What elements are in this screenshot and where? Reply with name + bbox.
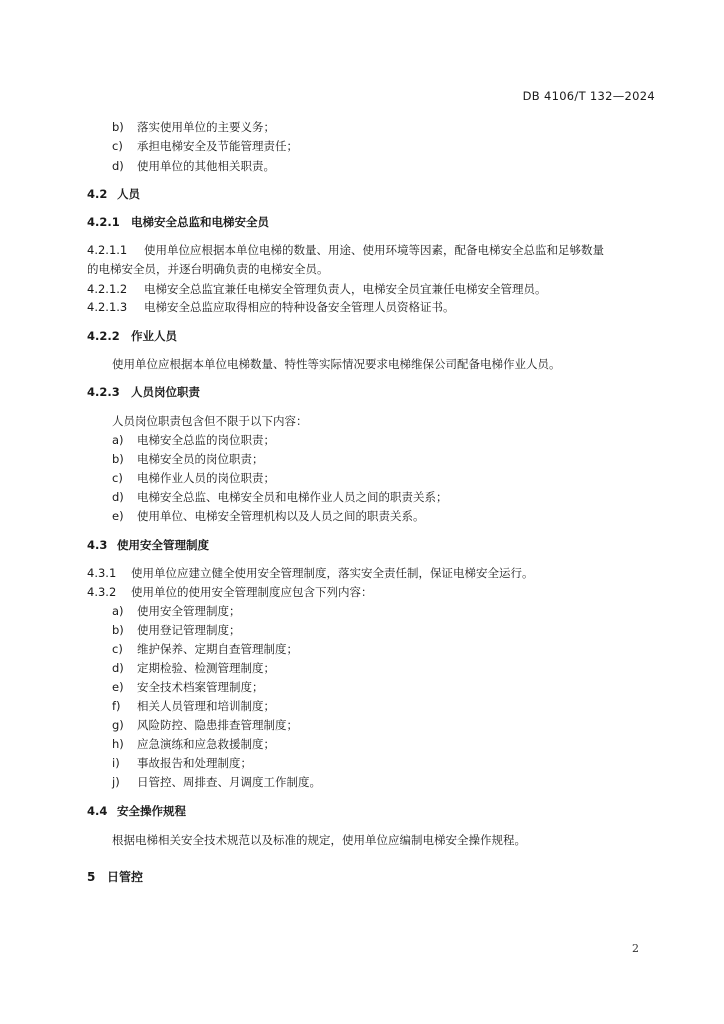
- list-marker: e): [112, 680, 124, 694]
- clause-text: 使用单位的使用安全管理制度应包含下列内容：: [131, 585, 373, 599]
- list-item: [112, 660, 275, 676]
- section-title: 电梯安全总监和电梯安全员: [131, 215, 269, 229]
- list-item: [112, 736, 275, 752]
- chapter-title: 日管控: [107, 870, 144, 884]
- clause-paragraph: [87, 565, 534, 581]
- section-heading: [87, 537, 209, 553]
- list-marker: i): [112, 756, 120, 770]
- list-marker: g): [112, 718, 124, 732]
- list-marker: f): [112, 699, 121, 713]
- list-item: [112, 470, 275, 486]
- list-item: [112, 432, 275, 448]
- clause-number: 4.2.1.2: [87, 282, 128, 296]
- section-heading: [87, 803, 186, 819]
- document-code: DB 4106/T 132—2024: [522, 89, 655, 103]
- section-number: 4.3: [87, 538, 108, 552]
- section-heading: [87, 328, 177, 344]
- body-paragraph: 人员岗位职责包含但不限于以下内容：: [112, 414, 308, 428]
- clause-text: 电梯安全总监应取得相应的特种设备安全管理人员资格证书。: [144, 300, 455, 314]
- list-item: [112, 158, 275, 174]
- list-item: [112, 641, 298, 657]
- clause-paragraph: [87, 242, 604, 258]
- clause-number: 4.3.1: [87, 566, 117, 580]
- section-number: 4.2.3: [87, 385, 120, 399]
- list-marker: d): [112, 490, 124, 504]
- list-item-text: 电梯安全总监的岗位职责；: [137, 433, 275, 447]
- list-item: [112, 755, 252, 771]
- clause-number: 4.2.1.1: [87, 243, 128, 257]
- list-item-text: 日管控、周排查、月调度工作制度。: [137, 775, 321, 789]
- clause-paragraph: [87, 299, 455, 315]
- body-paragraph: 使用单位应根据本单位电梯数量、特性等实际情况要求电梯维保公司配备电梯作业人员。: [112, 357, 561, 371]
- clause-text: 使用单位应建立健全使用安全管理制度，落实安全责任制，保证电梯安全运行。: [131, 566, 534, 580]
- list-marker: b): [112, 452, 124, 466]
- list-marker: j): [112, 775, 120, 789]
- list-marker: b): [112, 623, 124, 637]
- list-item-text: 电梯作业人员的岗位职责；: [137, 471, 275, 485]
- list-item: [112, 717, 298, 733]
- list-item-text: 应急演练和应急救援制度；: [137, 737, 275, 751]
- list-item-text: 相关人员管理和培训制度；: [137, 699, 275, 713]
- section-title: 使用安全管理制度: [117, 538, 209, 552]
- section-heading: [87, 214, 269, 230]
- section-title: 作业人员: [131, 329, 177, 343]
- list-item: [112, 774, 321, 790]
- chapter-heading: [87, 869, 143, 885]
- list-marker: c): [112, 139, 123, 153]
- list-item: [112, 679, 264, 695]
- list-item: [112, 622, 241, 638]
- list-item-text: 使用登记管理制度；: [137, 623, 241, 637]
- list-item-text: 安全技术档案管理制度；: [137, 680, 264, 694]
- list-item: [112, 138, 298, 154]
- list-item-text: 落实使用单位的主要义务；: [137, 120, 275, 134]
- list-marker: d): [112, 661, 124, 675]
- clause-paragraph: [87, 281, 547, 297]
- list-marker: c): [112, 471, 123, 485]
- list-marker: a): [112, 433, 124, 447]
- list-item-text: 使用单位的其他相关职责。: [137, 159, 275, 173]
- page-number: 2: [632, 942, 639, 955]
- list-marker: a): [112, 604, 124, 618]
- list-marker: c): [112, 642, 123, 656]
- list-item-text: 使用安全管理制度；: [137, 604, 241, 618]
- clause-number: 4.2.1.3: [87, 300, 128, 314]
- clause-continuation: 的电梯安全员，并逐台明确负责的电梯安全员。: [87, 262, 329, 276]
- list-item: [112, 603, 241, 619]
- list-item: [112, 119, 275, 135]
- section-heading: [87, 384, 200, 400]
- list-item-text: 电梯安全员的岗位职责；: [137, 452, 264, 466]
- section-heading: [87, 186, 140, 202]
- section-number: 4.4: [87, 804, 108, 818]
- section-number: 4.2: [87, 187, 108, 201]
- chapter-number: 5: [87, 870, 96, 884]
- clause-paragraph: [87, 584, 373, 600]
- section-number: 4.2.1: [87, 215, 120, 229]
- list-item-text: 事故报告和处理制度；: [137, 756, 252, 770]
- section-title: 安全操作规程: [117, 804, 186, 818]
- list-item: [112, 451, 264, 467]
- list-item: [112, 489, 448, 505]
- list-marker: d): [112, 159, 124, 173]
- list-item-text: 电梯安全总监、电梯安全员和电梯作业人员之间的职责关系；: [137, 490, 448, 504]
- list-marker: e): [112, 509, 124, 523]
- list-item-text: 承担电梯安全及节能管理责任；: [137, 139, 298, 153]
- list-marker: b): [112, 120, 124, 134]
- clause-text: 电梯安全总监宜兼任电梯安全管理负责人，电梯安全员宜兼任电梯安全管理员。: [144, 282, 547, 296]
- list-marker: h): [112, 737, 124, 751]
- clause-number: 4.3.2: [87, 585, 117, 599]
- list-item: [112, 508, 425, 524]
- section-title: 人员: [117, 187, 140, 201]
- list-item: [112, 698, 275, 714]
- list-item-text: 使用单位、电梯安全管理机构以及人员之间的职责关系。: [137, 509, 425, 523]
- list-item-text: 风险防控、隐患排查管理制度；: [137, 718, 298, 732]
- section-number: 4.2.2: [87, 329, 120, 343]
- list-item-text: 维护保养、定期自查管理制度；: [137, 642, 298, 656]
- clause-text: 使用单位应根据本单位电梯的数量、用途、使用环境等因素，配备电梯安全总监和足够数量: [144, 243, 604, 257]
- body-paragraph: 根据电梯相关安全技术规范以及标准的规定，使用单位应编制电梯安全操作规程。: [112, 833, 526, 847]
- section-title: 人员岗位职责: [131, 385, 200, 399]
- list-item-text: 定期检验、检测管理制度；: [137, 661, 275, 675]
